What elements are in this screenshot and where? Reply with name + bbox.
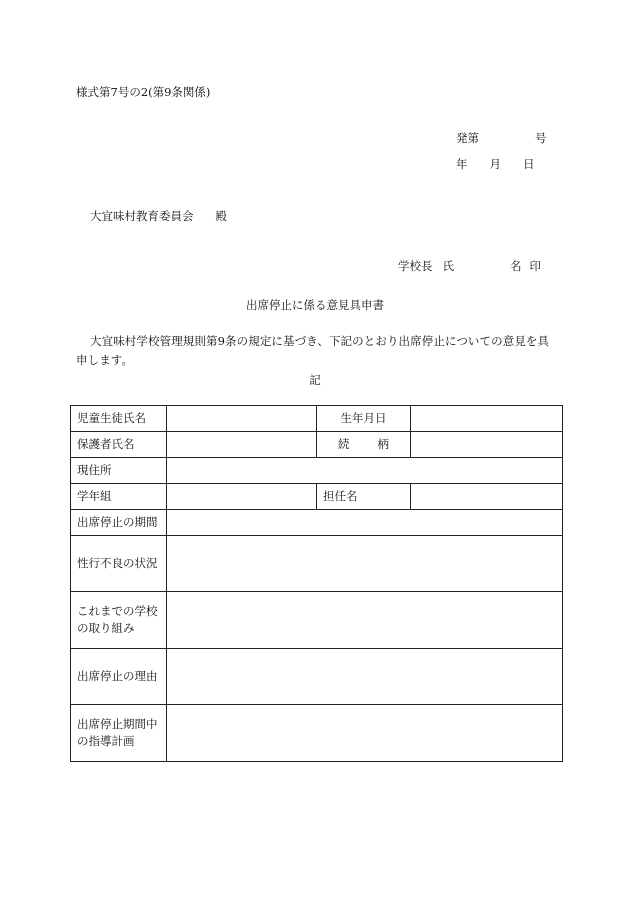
details-table xyxy=(70,405,563,762)
table-row xyxy=(71,432,563,458)
date-year-label: 年 xyxy=(456,157,468,171)
birth-date-field[interactable] xyxy=(411,406,563,432)
teacher-label: 担任名 xyxy=(317,484,411,510)
school-efforts-label xyxy=(71,592,167,649)
guidance-plan-field[interactable] xyxy=(167,705,563,762)
addressee-honorific: 殿 xyxy=(215,209,227,223)
relation-label xyxy=(317,432,411,458)
reason-field[interactable] xyxy=(167,649,563,705)
school-efforts-field[interactable] xyxy=(167,592,563,649)
grade-class-label: 学年組 xyxy=(71,484,167,510)
relation-field[interactable] xyxy=(411,432,563,458)
sender-seal: 印 xyxy=(529,259,541,273)
table-row xyxy=(71,592,563,649)
table-row xyxy=(71,458,563,484)
school-efforts-line2: の取り組み xyxy=(77,621,135,635)
grade-class-field[interactable] xyxy=(167,484,317,510)
addressee-name: 大宜味村教育委員会 xyxy=(90,209,194,223)
table-row xyxy=(71,510,563,536)
ki-marker: 記 xyxy=(309,373,321,387)
sender-title: 学校長 xyxy=(398,259,433,273)
sender-mei: 名 xyxy=(510,259,522,273)
guidance-plan-label xyxy=(71,705,167,762)
date-month-label: 月 xyxy=(489,157,501,171)
misconduct-field[interactable] xyxy=(167,536,563,592)
date-day-label: 日 xyxy=(523,157,535,171)
guidance-plan-line2: の指導計画 xyxy=(77,734,135,748)
student-name-field[interactable] xyxy=(167,406,317,432)
birth-date-label: 生年月日 xyxy=(317,406,411,432)
school-efforts-line1: これまでの学校 xyxy=(77,604,158,618)
table-row xyxy=(71,536,563,592)
table-row xyxy=(71,406,563,432)
relation-label-part1: 続 xyxy=(338,437,350,451)
guardian-name-field[interactable] xyxy=(167,432,317,458)
reason-label: 出席停止の理由 xyxy=(71,649,167,705)
address-field[interactable] xyxy=(167,458,563,484)
relation-label-part2: 柄 xyxy=(377,437,389,451)
table-row xyxy=(71,649,563,705)
document-title: 出席停止に係る意見具申書 xyxy=(246,298,384,312)
table-row xyxy=(71,705,563,762)
form-number-label: 様式第7号の2(第9条関係) xyxy=(76,85,211,99)
document-body: 大宜味村学校管理規則第9条の規定に基づき、下記のとおり出席停止についての意見を具申します。 xyxy=(76,334,550,367)
addressee xyxy=(90,208,227,224)
teacher-field[interactable] xyxy=(411,484,563,510)
issue-date xyxy=(456,156,535,172)
suspension-period-label: 出席停止の期間 xyxy=(71,510,167,536)
issue-number xyxy=(456,130,547,146)
table-row xyxy=(71,484,563,510)
address-label: 現住所 xyxy=(71,458,167,484)
issue-number-prefix: 発第 xyxy=(456,131,479,145)
guidance-plan-line1: 出席停止期間中 xyxy=(77,717,158,731)
student-name-label: 児童生徒氏名 xyxy=(71,406,167,432)
suspension-period-field[interactable] xyxy=(167,510,563,536)
sender-shi: 氏 xyxy=(442,259,454,273)
guardian-name-label: 保護者氏名 xyxy=(71,432,167,458)
misconduct-label: 性行不良の状況 xyxy=(71,536,167,592)
issue-number-suffix: 号 xyxy=(535,131,547,145)
sender-line xyxy=(398,258,541,274)
